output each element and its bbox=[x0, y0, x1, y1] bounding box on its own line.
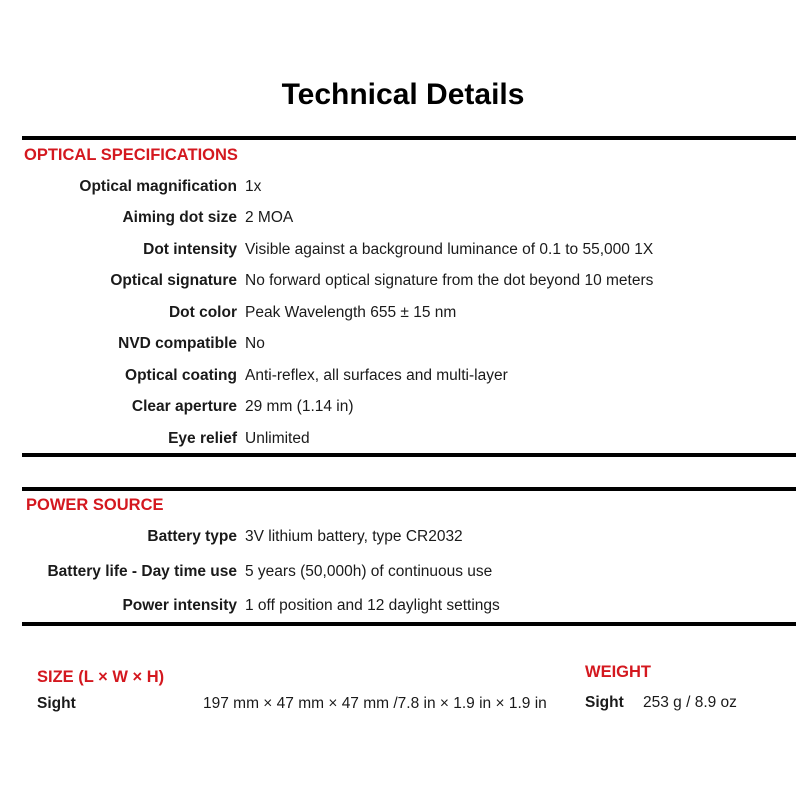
spec-row bbox=[0, 304, 800, 326]
bottom-rule-power bbox=[22, 622, 796, 626]
optical-heading: OPTICAL SPECIFICATIONS bbox=[24, 146, 238, 164]
size-value: 197 mm × 47 mm × 47 mm /7.8 in × 1.9 in × 1.9 in bbox=[203, 695, 547, 712]
spec-label: Optical magnification bbox=[79, 178, 237, 195]
spec-row bbox=[0, 563, 800, 585]
spec-label: Dot intensity bbox=[143, 241, 237, 258]
spec-value: 29 mm (1.14 in) bbox=[245, 398, 354, 415]
spec-value: Peak Wavelength 655 ± 15 nm bbox=[245, 304, 457, 321]
spec-row bbox=[0, 367, 800, 389]
spec-value: Unlimited bbox=[245, 430, 310, 447]
spec-value: 1x bbox=[245, 178, 262, 195]
spec-label: Dot color bbox=[168, 304, 237, 321]
size-label: Sight bbox=[37, 695, 76, 712]
spec-value: No bbox=[245, 335, 265, 352]
spec-label: NVD compatible bbox=[118, 335, 237, 352]
weight-heading: WEIGHT bbox=[585, 663, 651, 681]
spec-value: 1 off position and 12 daylight settings bbox=[245, 597, 500, 614]
spec-row bbox=[0, 272, 800, 294]
spec-label: Battery type bbox=[147, 528, 237, 545]
spec-value: Anti-reflex, all surfaces and multi-layer bbox=[245, 367, 508, 384]
top-rule-optical bbox=[22, 136, 796, 140]
spec-label: Aiming dot size bbox=[122, 209, 237, 226]
spec-label: Power intensity bbox=[122, 597, 237, 614]
spec-label: Eye relief bbox=[168, 430, 237, 447]
spec-label: Optical signature bbox=[110, 272, 237, 289]
spec-value: Visible against a background luminance of 0.1 to 55,000 1X bbox=[245, 241, 654, 258]
spec-value: No forward optical signature from the dot beyond 10 meters bbox=[245, 272, 654, 289]
bottom-rule-optical bbox=[22, 453, 796, 457]
spec-row bbox=[0, 430, 800, 452]
size-heading: SIZE (L × W × H) bbox=[37, 668, 165, 686]
spec-value: 5 years (50,000h) of continuous use bbox=[245, 563, 493, 580]
spec-row bbox=[0, 398, 800, 420]
spec-row bbox=[0, 528, 800, 550]
spec-value: 3V lithium battery, type CR2032 bbox=[245, 528, 463, 545]
top-rule-power bbox=[22, 487, 796, 491]
spec-label: Optical coating bbox=[125, 367, 237, 384]
spec-row bbox=[0, 209, 800, 231]
spec-row bbox=[0, 178, 800, 200]
spec-row bbox=[0, 335, 800, 357]
spec-row bbox=[0, 597, 800, 619]
weight-label: Sight bbox=[585, 694, 624, 711]
power-heading: POWER SOURCE bbox=[26, 496, 164, 514]
spec-value: 2 MOA bbox=[245, 209, 294, 226]
spec-label: Clear aperture bbox=[131, 398, 237, 415]
weight-value: 253 g / 8.9 oz bbox=[643, 694, 737, 711]
spec-row bbox=[0, 241, 800, 263]
spec-label: Battery life - Day time use bbox=[47, 563, 237, 580]
page-title: Technical Details bbox=[281, 78, 525, 111]
